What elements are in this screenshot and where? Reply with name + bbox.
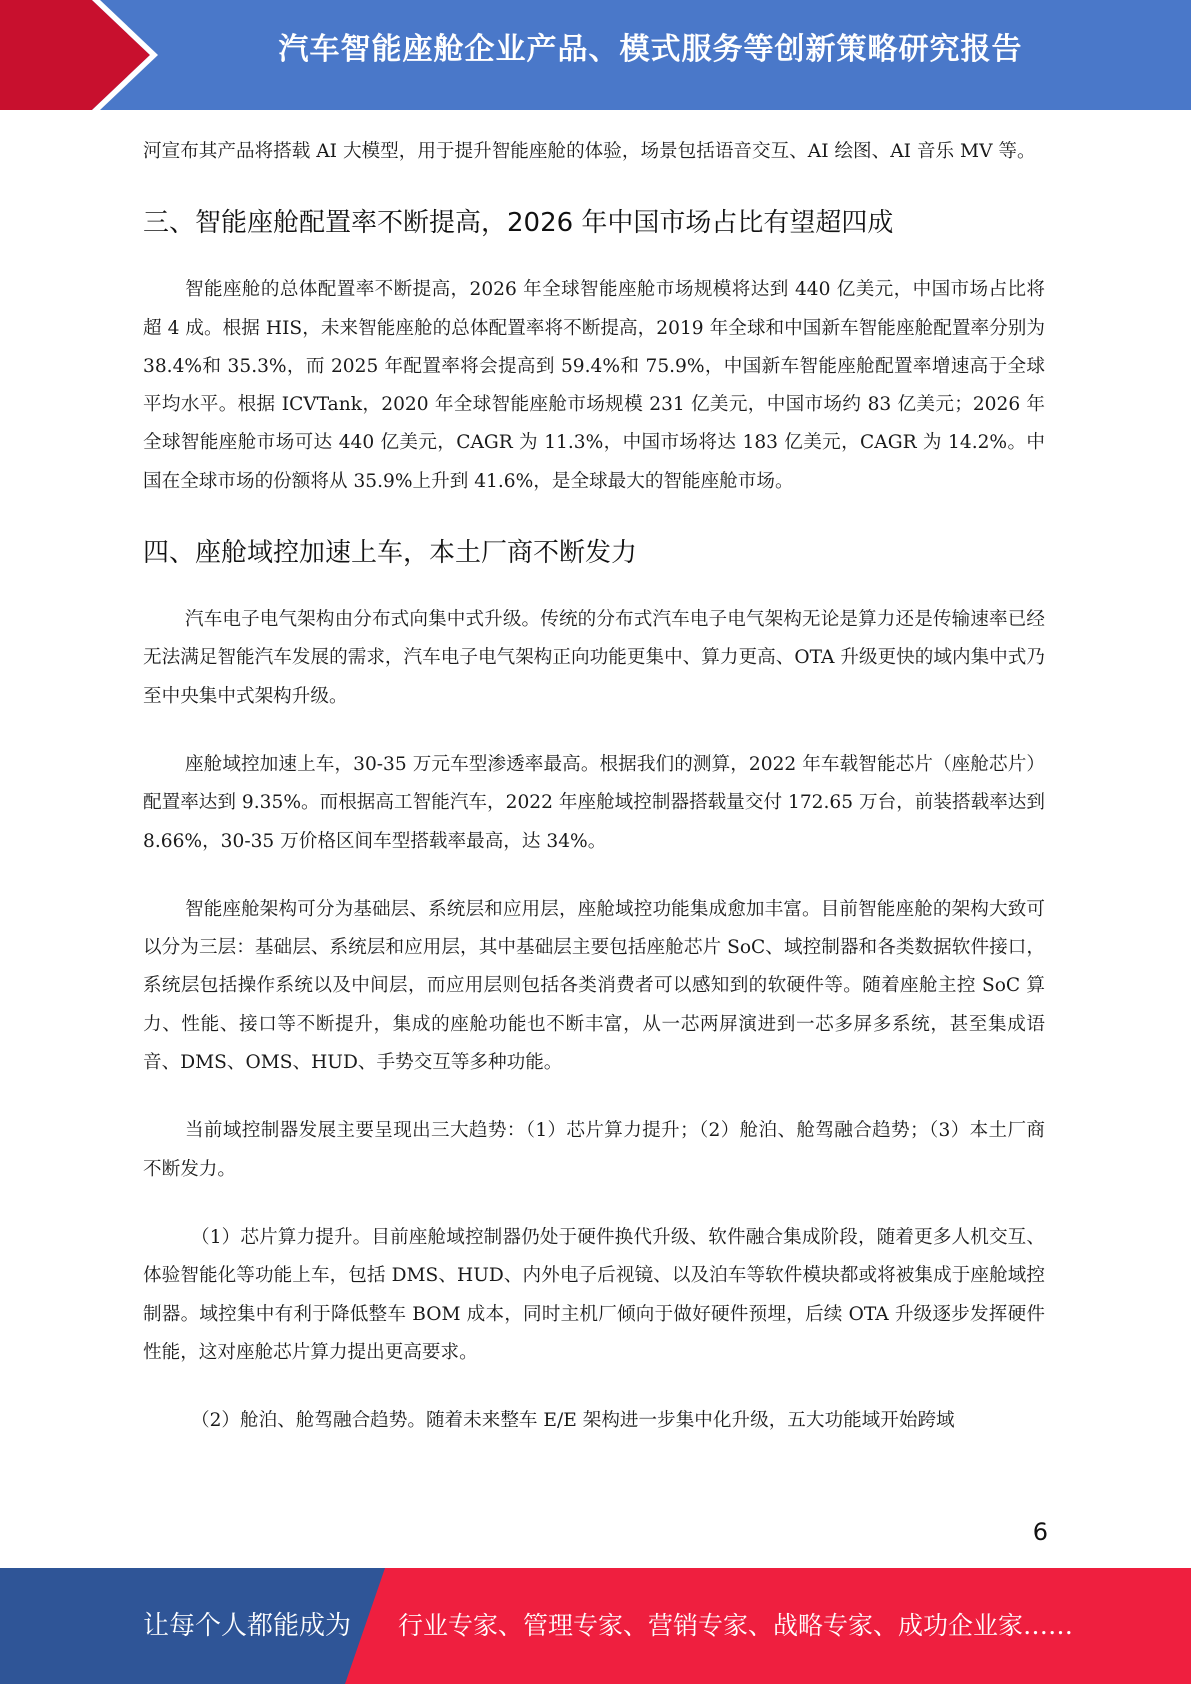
paragraph-trend-2: （2）舱泊、舱驾融合趋势。随着未来整车 E/E 架构进一步集中化升级，五大功能域开始跨域 — [191, 1410, 955, 1432]
paragraph-continued: 河宣布其产品将搭载 AI 大模型，用于提升智能座舱的体验，场景包括语音交互、AI 绘图、AI 音乐 MV 等。 — [143, 141, 1036, 162]
footer-slogan-right: 行业专家、管理专家、营销专家、战略专家、成功企业家…… — [398, 1611, 1074, 1640]
paragraph-trend-1: （1）芯片算力提升。目前座舱域控制器仍处于硬件换代升级、软件融合集成阶段，随着更多人机交互、体验智能化等功能上车，包括 DMS、HUD、内外电子后视镜、以及泊车等软件模块都或将被集成于座舱域控制器。域控集中有利于降低整车 BOM 成本，同时主机厂倾向于做好硬件预埋，后续 OTA 升级逐步发挥硬件性能，这对座舱芯片算力提出更高要求。 — [143, 1226, 1045, 1363]
report-title: 汽车智能座舱企业产品、模式服务等创新策略研究报告 — [278, 32, 1023, 67]
paragraph-ee-architecture: 汽车电子电气架构由分布式向集中式升级。传统的分布式汽车电子电气架构无论是算力还是传输速率已经无法满足智能汽车发展的需求，汽车电子电气架构正向功能更集中、算力更高、OTA 升级更快的域内集中式乃至中央集中式架构升级。 — [143, 609, 1045, 707]
page-footer — [0, 1568, 1191, 1684]
section-heading-4: 四、座舱域控加速上车，本土厂商不断发力 — [143, 538, 638, 569]
paragraph-config-rate: 智能座舱的总体配置率不断提高，2026 年全球智能座舱市场规模将达到 440 亿美元，中国市场占比将超 4 成。根据 HIS，未来智能座舱的总体配置率将不断提高，2019 年全球和中国新车智能座舱配置率分别为 38.4%和 35.3%，而 2025 年配置率将会提高到 59.4%和 75.9%，中国新车智能座舱配置率增速高于全球平均水平。根据 ICVTank，2020 年全球智能座舱市场规模 231 亿美元，中国市场约 83 亿美元；2026 年全球智能座舱市场可达 440 亿美元，CAGR 为 11.3%，中国市场将达 183 亿美元，CAGR 为 14.2%。中国在全球市场的份额将从 35.9%上升到 41.6%，是全球最大的智能座舱市场。 — [143, 279, 1045, 492]
paragraph-cockpit-architecture: 智能座舱架构可分为基础层、系统层和应用层，座舱域控功能集成愈加丰富。目前智能座舱的架构大致可以分为三层：基础层、系统层和应用层，其中基础层主要包括座舱芯片 SoC、域控制器和各类数据软件接口，系统层包括操作系统以及中间层，而应用层则包括各类消费者可以感知到的软硬件等。随着座舱主控 SoC 算力、性能、接口等不断提升，集成的座舱功能也不断丰富，从一芯两屏演进到一芯多屏多系统，甚至集成语音、DMS、OMS、HUD、手势交互等多种功能。 — [143, 898, 1045, 1074]
footer-slogan-left: 让每个人都能成为 — [143, 1611, 352, 1641]
page-header — [0, 0, 1191, 110]
paragraph-domain-controller: 座舱域控加速上车，30-35 万元车型渗透率最高。根据我们的测算，2022 年车载智能芯片（座舱芯片）配置率达到 9.35%。而根据高工智能汽车，2022 年座舱域控制器搭载量交付 172.65 万台，前装搭载率达到 8.66%，30-35 万价格区间车型搭载率最高，达 34%。 — [143, 753, 1045, 852]
section-heading-3: 三、智能座舱配置率不断提高，2026 年中国市场占比有望超四成 — [143, 208, 894, 239]
document-body — [143, 133, 1045, 1440]
page-number: 6 — [1032, 1518, 1048, 1546]
paragraph-trends: 当前域控制器发展主要呈现出三大趋势：（1）芯片算力提升；（2）舱泊、舱驾融合趋势；（3）本土厂商不断发力。 — [143, 1120, 1045, 1180]
